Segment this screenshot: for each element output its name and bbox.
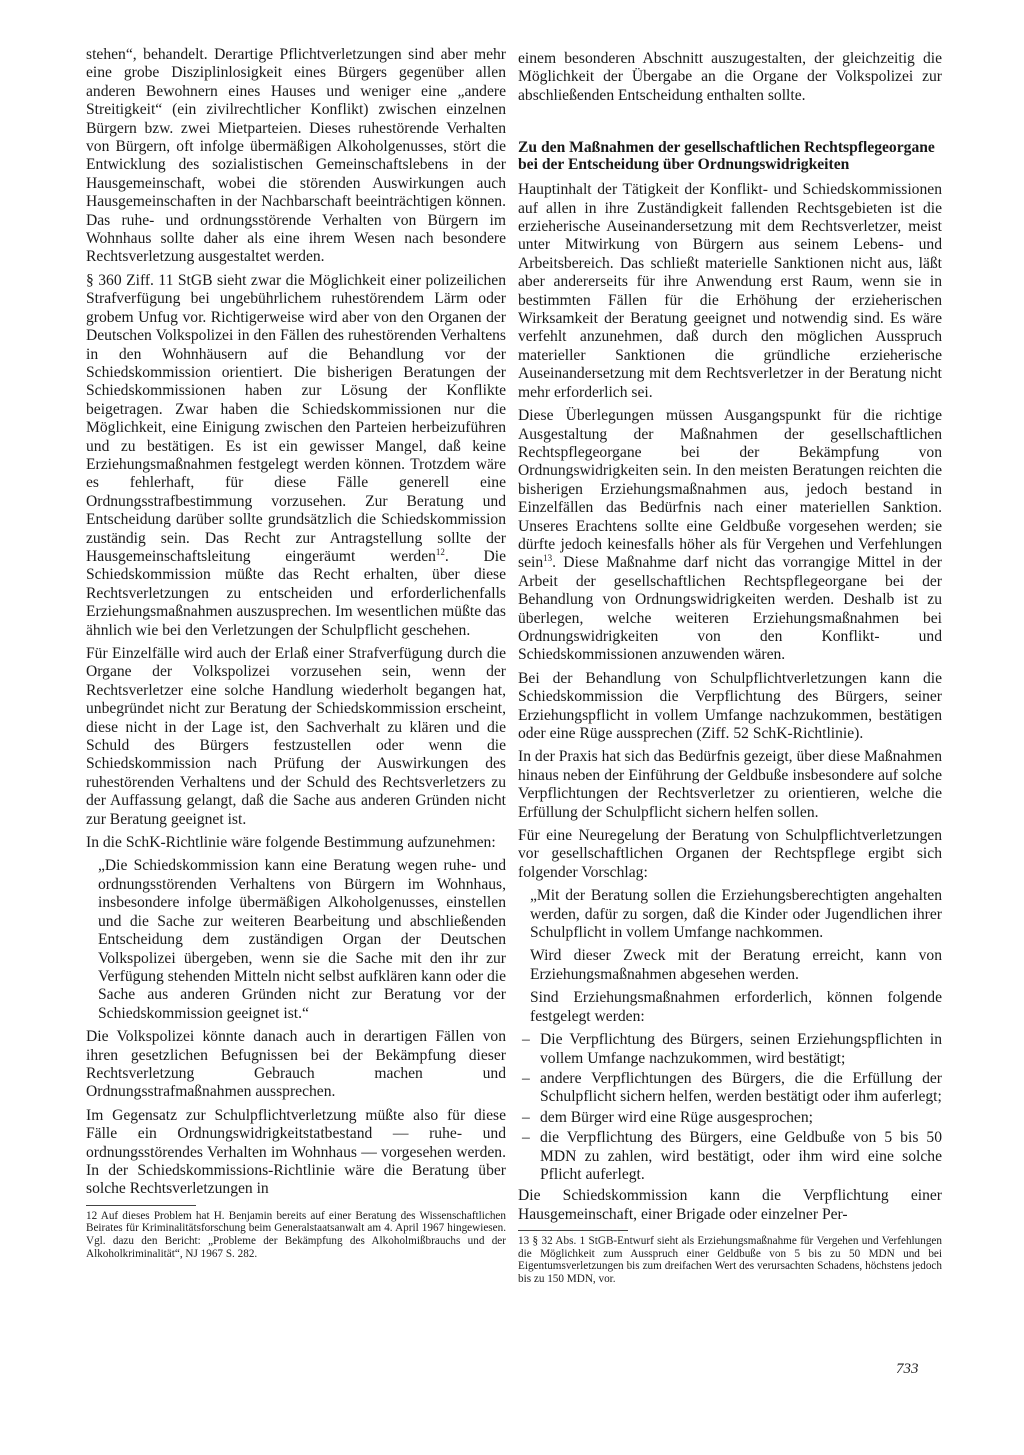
paragraph: In die SchK-Richtlinie wäre folgende Bestimmung aufzunehmen: <box>86 834 496 852</box>
paragraph: Im Gegensatz zur Schulpflichtverletzung müßte also für diese Fälle ein Ordnungswidrigkeitstatbestand — ruhe- und ordnungsstörendes Verhalten im Wohnhaus — vorgesehen werden. In der Schiedskommissions-Richtlinie wäre die Beratung über solche Rechtsverletzungen in <box>86 1106 506 1198</box>
list-item: – die Verpflichtung des Bürgers, eine Geldbuße von 5 bis 50 MDN zu zahlen, wird bestätigt, oder ihm wird eine solche Pflicht auferlegt. <box>518 1129 942 1184</box>
footnote-divider <box>86 1205 196 1206</box>
footnote-13: 13 § 32 Abs. 1 StGB-Entwurf sieht als Erziehungsmaßnahme für Vergehen und Verfehlungen die Möglichkeit zum Ausspruch einer Geldbuße von 5 bis zu 50 MDN und bei Eigentumsverletzungen bis zum dreifachen Wert des verursachten Schadens, höchstens jedoch bis zu 150 MDN, vor. <box>518 1235 942 1285</box>
footnote-12: 12 Auf dieses Problem hat H. Benjamin bereits auf einer Beratung des Wissenschaftlichen Beirates für Kriminalitätsforschung beim Generalstaatsanwalt am 4. April 1967 hingewiesen. Vgl. dazu den Bericht: „Probleme der Bekämpfung des Alkoholmißbrauchs und der Alkoholkriminalität“, NJ 1967 S. 282. <box>86 1209 506 1260</box>
paragraph: Für Einzelfälle wird auch der Erlaß einer Strafverfügung durch die Organe der Volkspolizei vorzusehen sein, wenn der Rechtsverletzer eine solche Handlung wiederholt begangen hat, unbegründet nicht zur Beratung der Schiedskommission erscheint, diese nicht in der Lage ist, den Sachverhalt zu klären und die Schuld des Bürgers festzustellen oder wenn die Schiedskommission nach Prüfung der Auswirkungen des ruhestörenden Verhaltens und der Schuld des Rechtsverletzers zu der Auffassung gelangt, daß die Sache aus anderen Gründen nicht zur Beratung geeignet ist. <box>86 645 506 828</box>
paragraph: Für eine Neuregelung der Beratung von Schulpflichtverletzungen vor gesellschaftlichen Organen der Rechtspflege ergibt sich folgender Vorschlag: <box>518 827 942 881</box>
right-column <box>518 50 942 1291</box>
paragraph <box>518 407 942 665</box>
block-quote: „Die Schiedskommission kann eine Beratung wegen ruhe- und ordnungsstörenden Verhaltens von Bürgern im Wohnhaus, insbesondere infolge übermäßigen Alkoholgenusses, einstellen und die Sache zur weiteren Bearbeitung und abschließenden Entscheidung dem zuständigen Organ der Deutschen Volkspolizei übergeben, wenn sie die Sache mit den ihr zur Verfügung stehenden Mitteln nicht selbst aufklären kann oder die Sache aus anderen Gründen nicht zur Beratung vor der Schiedskommission geeignet ist.“ <box>98 857 506 1022</box>
paragraph-text: . Diese Maßnahme darf nicht das vorrangige Mittel in der Arbeit der gesellschaftlichen Rechtspflegeorgane bei der Behandlung von Ordnungswidrigkeiten werden. Deshalb ist zu überlegen, welche weiteren Erziehungsmaßnahmen bei Ordnungswidrigkeiten von den Konflikt- und Schiedskommissionen anzuwenden wären. <box>518 554 942 664</box>
paragraph: Hauptinhalt der Tätigkeit der Konflikt- und Schiedskommissionen auf allen in ihre Zuständigkeit fallenden Rechtsgebieten ist die erzieherische Auseinandersetzung mit dem Rechtsverletzer, meist unter Mitwirkung von Bürgern aus seinem Lebens- und Arbeitsbereich. Das schließt materielle Sanktionen nicht aus, läßt aber andererseits für ihre Anwendung erst Raum, wenn sie in bestimmten Fällen für die Erhöhung der erzieherischen Wirksamkeit der Beratung geeignet und notwendig sind. Es wäre verfehlt anzunehmen, daß durch den möglichen Ausspruch materieller Sanktionen die gründliche erzieherische Auseinandersetzung mit dem Rechtsverletzer in der Beratung nicht mehr erforderlich sei. <box>518 181 942 401</box>
section-heading: Zu den Maßnahmen der gesellschaftlichen Rechtspflegeorgane bei der Entscheidung über Ordnungswidrigkeiten <box>518 139 935 174</box>
paragraph-text: § 360 Ziff. 11 StGB sieht zwar die Möglichkeit einer polizeilichen Strafverfügung bei ungebührlichem ruhestörendem Lärm oder grobem Unfug vor. Richtigerweise wird aber von den Organen der Deutschen Volkspolizei in den Fällen des ruhestörenden Verhaltens in den Wohnhäusern auf die Behandlung vor der Schiedskommission orientiert. Die bisherigen Beratungen der Schiedskommissionen haben zur Lösung der Konflikte beigetragen. Zwar haben die Schiedskommissionen nur die Möglichkeit, eine Einigung zwischen den Parteien herbeizuführen und zu bestätigen. Es ist ein gewisser Mangel, daß keine Erziehungsmaßnahmen festgelegt werden können. Trotzdem wäre es fehlerhaft, für diese Fälle generell eine Ordnungsstrafbestimmung vorzusehen. Zur Beratung und Entscheidung darüber sollte grundsätzlich die Schiedskommission zuständig sein. Das Recht zur Antragstellung sollte der Hausgemeinschaftsleitung eingeräumt werden <box>86 271 506 565</box>
proposal-quote: Wird dieser Zweck mit der Beratung erreicht, kann von Erziehungsmaßnahmen abgesehen werden. <box>530 947 942 983</box>
paragraph <box>86 272 506 640</box>
list-item: – andere Verpflichtungen des Bürgers, die die Erfüllung der Schulpflicht sichern helfen, werden bestätigt oder ihm auferlegt; <box>518 1070 942 1107</box>
measures-list <box>518 1031 942 1184</box>
proposal-quote: Sind Erziehungsmaßnahmen erforderlich, können folgende festgelegt werden: <box>530 989 942 1025</box>
footnote-reference-12: 12 <box>435 546 445 557</box>
list-item: – dem Bürger wird eine Rüge ausgesprochen; <box>518 1109 942 1127</box>
footnote-divider <box>518 1230 628 1231</box>
paragraph: In der Praxis hat sich das Bedürfnis gezeigt, über diese Maßnahmen hinaus neben der Einführung der Geldbuße insbesondere auf solche Verpflichtungen der Rechtsverletzer zu orientieren, welche die Erfüllung der Schulpflicht sichern helfen sollen. <box>518 748 942 821</box>
paragraph: Bei der Behandlung von Schulpflichtverletzungen kann die Schiedskommission die Verpflichtung des Bürgers, seiner Erziehungspflicht in vollem Umfange nachzukommen, bestätigen oder eine Rüge aussprechen (Ziff. 52 SchK-Richtlinie). <box>518 669 942 742</box>
page-number: 733 <box>896 1361 919 1377</box>
paragraph: stehen“, behandelt. Derartige Pflichtverletzungen sind aber mehr eine grobe Disziplinlosigkeit eines Bürgers gegenüber allen anderen Bewohnern eines Hauses und weniger eine „andere Streitigkeit“ (ein zivilrechtlicher Konflikt) zwischen einzelnen Bürgern bzw. zwei Mietparteien. Dieses ruhestörende Verhalten von Bürgern, oft infolge übermäßigen Alkoholgenusses, stört die Entwicklung des sozialistischen Gemeinschaftslebens in der Hausgemeinschaft, wobei die störenden Auswirkungen auch Hausgemeinschaften in der Nachbarschaft beeinträchtigen können. Das ruhe- und ordnungsstörende Verhalten von Bürgern im Wohnhaus sollte daher als eine ihrem Wesen nach besondere Rechtsverletzung ausgestaltet werden. <box>86 46 506 266</box>
proposal-quote: „Mit der Beratung sollen die Erziehungsberechtigten angehalten werden, dafür zu sorgen, daß die Kinder oder Jugendlichen ihrer Schulpflicht in vollem Umfange nachkommen. <box>530 887 942 942</box>
paragraph-text: Diese Überlegungen müssen Ausgangspunkt für die richtige Ausgestaltung der Maßnahmen der gesellschaftlichen Rechtspflegeorgane bei der Bekämpfung von Ordnungswidrigkeiten sein. In den meisten Beratungen reichten die bisherigen Erziehungsmaßnahmen aus, jedoch bestand in Einzelfällen das Bedürfnis nach einer materiellen Sanktion. Unseres Erachtens sollte eine Geldbuße vorgesehen werden; sie dürfte jedoch keinesfalls höher als für Vergehen und Verfehlungen sein <box>518 407 942 572</box>
paragraph: Die Volkspolizei könnte danach auch in derartigen Fällen von ihren gesetzlichen Befugnissen bei der Bekämpfung dieser Rechtsverletzung Gebrauch machen und Ordnungsstrafmaßnahmen aussprechen. <box>86 1028 506 1101</box>
list-item: – Die Verpflichtung des Bürgers, seinen Erziehungspflichten in vollem Umfange nachzukommen, wird bestätigt; <box>518 1031 942 1068</box>
paragraph: Die Schiedskommission kann die Verpflichtung einer Hausgemeinschaft, einer Brigade oder einzelner Per- <box>518 1187 942 1223</box>
footnote-reference-13: 13 <box>543 553 553 564</box>
left-column <box>86 46 506 1265</box>
paragraph: einem besonderen Abschnitt auszugestalten, der gleichzeitig die Möglichkeit der Übergabe an die Organe der Volkspolizei zur abschließenden Entscheidung enthalten sollte. <box>518 50 942 104</box>
paragraph-text: . Die Schiedskommission müßte das Recht erhalten, über diese Rechtsverletzungen zu entscheiden und erforderlichenfalls Erziehungsmaßnahmen auszusprechen. Im wesentlichen müßte das ähnlich wie bei den Verletzungen der Schulpflicht geschehen. <box>86 547 506 639</box>
